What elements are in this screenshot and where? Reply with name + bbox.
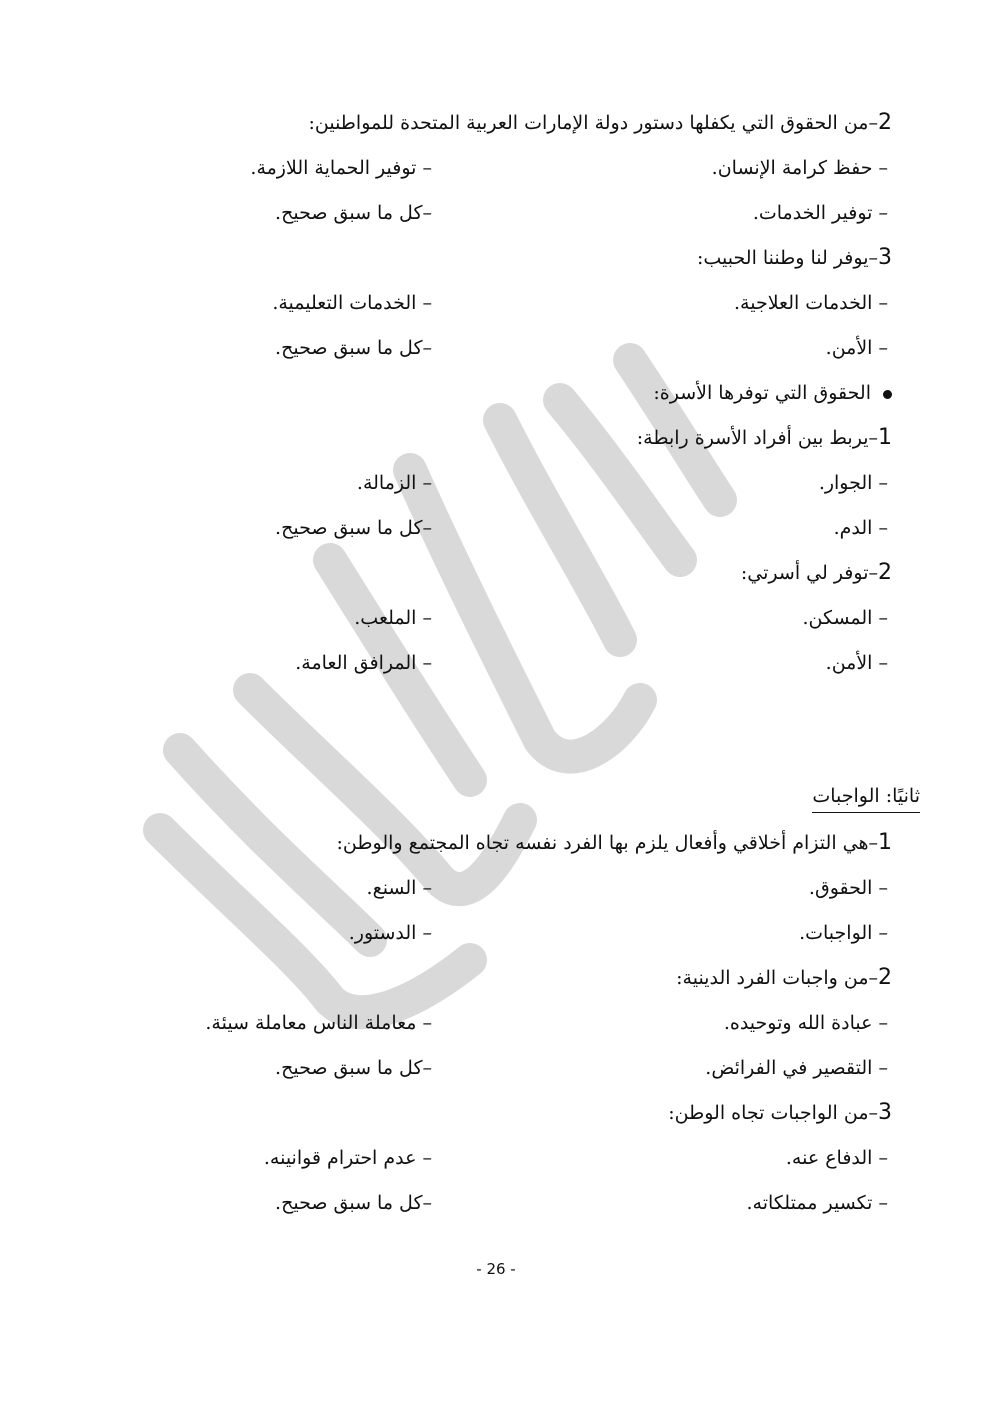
bullet-heading-text: الحقوق التي توفرها الأسرة: (653, 382, 871, 404)
question-1 (337, 828, 892, 858)
question-number: 2 (878, 965, 892, 990)
question-number: 2 (878, 560, 892, 585)
question-number: 3 (878, 1100, 892, 1125)
option-item: – الدفاع عنه. (785, 1147, 888, 1169)
question-text: –يربط بين أفراد الأسرة رابطة: (636, 427, 878, 449)
option-item: – حفظ كرامة الإنسان. (711, 157, 888, 179)
bullet-heading (653, 378, 892, 408)
bullet-icon (883, 390, 892, 399)
option-item: – المسكن. (802, 607, 888, 629)
option-item: –كل ما سبق صحيح. (275, 1057, 432, 1079)
option-item: – عبادة الله وتوحيده. (723, 1012, 888, 1034)
option-item: – الدستور. (348, 922, 432, 944)
option-item: –كل ما سبق صحيح. (275, 202, 432, 224)
question-number: 1 (878, 830, 892, 855)
section-title: ثانيًا: الواجبات (812, 782, 920, 813)
question-2 (308, 108, 892, 138)
option-item: – توفير الحماية اللازمة. (250, 157, 432, 179)
option-item: – التقصير في الفرائض. (705, 1057, 888, 1079)
option-item: – الأمن. (825, 652, 888, 674)
option-item: – الأمن. (825, 337, 888, 359)
question-number: 2 (878, 110, 892, 135)
option-item: – السنع. (366, 877, 432, 899)
question-3 (697, 243, 892, 273)
question-number: 1 (878, 425, 892, 450)
question-text: –هي التزام أخلاقي وأفعال يلزم بها الفرد نفسه تجاه المجتمع والوطن: (336, 832, 878, 854)
option-item: – الخدمات العلاجية. (733, 292, 888, 314)
question-text: –من الحقوق التي يكفلها دستور دولة الإمارات العربية المتحدة للمواطنين: (308, 112, 878, 134)
option-item: – معاملة الناس معاملة سيئة. (205, 1012, 432, 1034)
option-item: – عدم احترام قوانينه. (263, 1147, 432, 1169)
option-item: – الواجبات. (799, 922, 888, 944)
option-item: – توفير الخدمات. (752, 202, 888, 224)
option-item: – الخدمات التعليمية. (272, 292, 432, 314)
question-text: –توفر لي أسرتي: (740, 562, 878, 584)
question-2b (741, 558, 892, 588)
option-item: –كل ما سبق صحيح. (275, 337, 432, 359)
option-item: – الحقوق. (808, 877, 888, 899)
question-1b (637, 423, 892, 453)
option-item: – الزمالة. (356, 472, 432, 494)
question-text: –من واجبات الفرد الدينية: (676, 967, 878, 989)
option-item: – المرافق العامة. (295, 652, 432, 674)
option-item: – الملعب. (354, 607, 432, 629)
question-number: 3 (878, 245, 892, 270)
question-text: –يوفر لنا وطننا الحبيب: (696, 247, 878, 269)
option-item: – الدم. (833, 517, 888, 539)
page-number: - 26 - (476, 1260, 516, 1278)
question-text: –من الواجبات تجاه الوطن: (668, 1102, 878, 1124)
option-item: –كل ما سبق صحيح. (275, 517, 432, 539)
option-item: – تكسير ممتلكاته. (746, 1192, 888, 1214)
question-3-duties (668, 1098, 892, 1128)
option-item: – الجوار. (818, 472, 888, 494)
option-item: –كل ما سبق صحيح. (275, 1192, 432, 1214)
question-2-duties (676, 963, 892, 993)
